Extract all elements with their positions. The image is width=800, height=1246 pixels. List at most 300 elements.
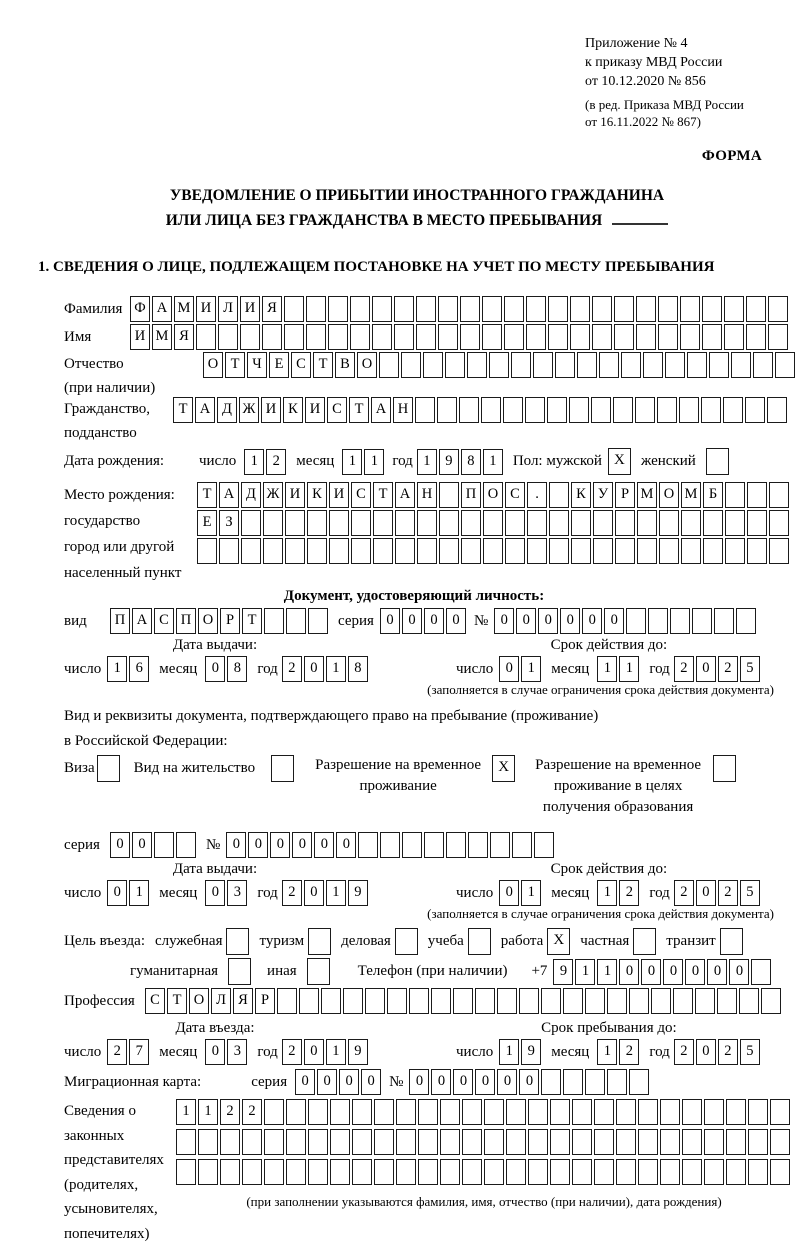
form-cell: 1 <box>521 656 541 682</box>
form-cell <box>462 1099 482 1125</box>
birth-date-label: Дата рождения: <box>64 453 199 470</box>
form-cell: 2 <box>619 1039 639 1065</box>
form-cell <box>196 324 216 350</box>
form-cell: 0 <box>292 832 312 858</box>
form-cell <box>682 1129 702 1155</box>
form-cell: С <box>351 482 371 508</box>
citizenship-label-line: подданство <box>64 421 173 445</box>
form-cell: 0 <box>431 1069 451 1095</box>
form-cell: Д <box>241 482 261 508</box>
form-cell: А <box>152 296 172 322</box>
form-cell <box>395 538 415 564</box>
form-cell: Ж <box>239 397 259 423</box>
form-cell <box>352 1129 372 1155</box>
form-cell <box>753 352 773 378</box>
form-cell <box>374 1159 394 1185</box>
form-cell: О <box>483 482 503 508</box>
form-cell: Я <box>233 988 253 1014</box>
form-cell <box>725 510 745 536</box>
form-cell <box>176 1129 196 1155</box>
form-cell <box>593 538 613 564</box>
form-cell <box>387 988 407 1014</box>
form-cell <box>687 352 707 378</box>
form-cell <box>615 510 635 536</box>
residence-number-label: № <box>206 837 220 854</box>
form-cell <box>350 296 370 322</box>
form-cell <box>440 1159 460 1185</box>
form-cell <box>571 538 591 564</box>
residence-doc-intro-line2: в Российской Федерации: <box>64 729 790 754</box>
residence-validity-note: (заполняется в случае ограничения срока действия документа) <box>64 906 790 922</box>
purpose-official-checkbox <box>226 928 249 955</box>
form-cell <box>446 832 466 858</box>
year-label: год <box>649 885 669 902</box>
year-label: год <box>649 1044 669 1061</box>
sex-male-checkbox: X <box>608 448 631 475</box>
form-cell <box>637 538 657 564</box>
day-label: число <box>64 885 101 902</box>
form-cell: 0 <box>314 832 334 858</box>
form-cell <box>665 352 685 378</box>
form-cell: 8 <box>348 656 368 682</box>
form-cell <box>484 1159 504 1185</box>
representatives-label-line: попечителях) <box>64 1222 176 1246</box>
form-cell <box>704 1159 724 1185</box>
form-cell <box>571 510 591 536</box>
form-cell <box>572 1129 592 1155</box>
form-cell: И <box>196 296 216 322</box>
form-cell <box>394 296 414 322</box>
month-label: месяц <box>159 885 197 902</box>
form-cell: 2 <box>674 656 694 682</box>
form-cell <box>659 510 679 536</box>
form-cell <box>637 510 657 536</box>
form-cell <box>769 482 789 508</box>
form-cell <box>307 510 327 536</box>
form-cell: Н <box>393 397 413 423</box>
form-cell: Т <box>167 988 187 1014</box>
form-title <box>44 183 790 233</box>
form-cell: У <box>593 482 613 508</box>
representatives-row2 <box>176 1129 792 1155</box>
valid-date-heading: Срок действия до: <box>456 860 762 879</box>
year-label: год <box>392 453 412 470</box>
form-cell <box>352 1159 372 1185</box>
form-cell: 0 <box>453 1069 473 1095</box>
form-cell: К <box>307 482 327 508</box>
form-cell <box>673 988 693 1014</box>
form-cell <box>418 1099 438 1125</box>
form-cell: С <box>291 352 311 378</box>
patronymic-cells <box>203 352 797 378</box>
profession-cells <box>145 988 783 1014</box>
given-name-label: Имя <box>64 325 130 350</box>
year-label: год <box>257 1044 277 1061</box>
form-cell: 0 <box>604 608 624 634</box>
form-cell: А <box>132 608 152 634</box>
form-cell: С <box>327 397 347 423</box>
form-cell <box>299 988 319 1014</box>
form-cell <box>402 832 422 858</box>
form-cell <box>704 1129 724 1155</box>
form-cell <box>736 608 756 634</box>
form-cell <box>519 988 539 1014</box>
form-cell: И <box>329 482 349 508</box>
form-cell <box>459 397 479 423</box>
form-cell: 2 <box>282 656 302 682</box>
visa-label: Виза <box>64 755 95 782</box>
form-cell <box>629 988 649 1014</box>
month-label: месяц <box>296 453 334 470</box>
form-cell: 0 <box>499 880 519 906</box>
residence-permit-checkbox <box>271 755 294 782</box>
form-cell <box>682 1099 702 1125</box>
residence-doc-options <box>64 755 790 818</box>
form-cell: 0 <box>696 1039 716 1065</box>
form-cell <box>460 296 480 322</box>
representatives-label-line: Сведения о <box>64 1099 176 1124</box>
form-cell: 0 <box>519 1069 539 1095</box>
valid-day-cells <box>499 656 543 682</box>
profession-row <box>64 988 790 1014</box>
year-label: год <box>649 661 669 678</box>
visa-checkbox <box>97 755 120 782</box>
form-cell <box>483 510 503 536</box>
form-cell: 1 <box>597 1039 617 1065</box>
form-cell <box>680 324 700 350</box>
month-label: месяц <box>551 885 589 902</box>
patronymic-label <box>64 352 203 400</box>
patronymic-label-line: (при наличии) <box>64 376 203 400</box>
form-cell <box>372 324 392 350</box>
form-cell: Т <box>373 482 393 508</box>
citizenship-row <box>64 397 790 445</box>
form-cell <box>594 1099 614 1125</box>
form-cell <box>769 510 789 536</box>
form-cell <box>541 988 561 1014</box>
form-cell: 0 <box>494 608 514 634</box>
form-cell: Р <box>255 988 275 1014</box>
phone-cells <box>553 959 773 985</box>
temp-permit-edu-label-line: Разрешение на временное <box>529 755 707 776</box>
purpose-tourism-label: туризм <box>259 933 304 950</box>
identity-number-label: № <box>474 613 488 630</box>
form-cell <box>526 296 546 322</box>
form-cell <box>570 296 590 322</box>
day-label: число <box>456 885 493 902</box>
form-cell: 0 <box>339 1069 359 1095</box>
form-cell <box>285 538 305 564</box>
form-cell <box>614 324 634 350</box>
form-cell <box>351 538 371 564</box>
residence-issue-day-cells <box>107 880 151 906</box>
birth-place-label-line: населенный пункт <box>64 560 197 586</box>
form-cell <box>286 608 306 634</box>
form-cell <box>343 988 363 1014</box>
sex-female-label: женский <box>641 453 696 470</box>
form-cell <box>549 510 569 536</box>
sex-male-label: Пол: мужской <box>513 453 602 470</box>
appendix-block <box>585 34 785 130</box>
form-cell: 0 <box>424 608 444 634</box>
day-label: число <box>199 453 236 470</box>
form-cell <box>748 1129 768 1155</box>
form-cell <box>768 296 788 322</box>
form-cell: 0 <box>446 608 466 634</box>
forma-label: ФОРМА <box>64 148 790 165</box>
form-cell <box>437 397 457 423</box>
form-cell: 2 <box>220 1099 240 1125</box>
given-name-row <box>64 324 790 350</box>
surname-label: Фамилия <box>64 297 130 322</box>
purpose-work-checkbox: X <box>547 928 570 955</box>
form-cell <box>490 832 510 858</box>
form-cell: О <box>198 608 218 634</box>
form-cell <box>329 510 349 536</box>
form-cell <box>660 1129 680 1155</box>
form-cell: 0 <box>402 608 422 634</box>
form-cell <box>416 324 436 350</box>
form-cell <box>748 1099 768 1125</box>
form-cell <box>748 1159 768 1185</box>
profession-label: Профессия <box>64 993 145 1010</box>
form-cell <box>379 352 399 378</box>
form-cell: Ф <box>130 296 150 322</box>
identity-series-cells <box>380 608 468 634</box>
form-cell: Ч <box>247 352 267 378</box>
form-cell: А <box>219 482 239 508</box>
form-cell <box>396 1159 416 1185</box>
stay-year-cells <box>674 1039 762 1065</box>
stay-month-cells <box>597 1039 641 1065</box>
form-cell: 1 <box>597 959 617 985</box>
form-cell: 0 <box>619 959 639 985</box>
form-cell <box>626 608 646 634</box>
form-cell: 7 <box>129 1039 149 1065</box>
form-cell <box>262 324 282 350</box>
birth-place-label-line: город или другой <box>64 534 197 560</box>
form-cell: 8 <box>461 449 481 475</box>
form-cell <box>438 296 458 322</box>
form-cell: 1 <box>129 880 149 906</box>
form-cell <box>307 538 327 564</box>
issue-year-cells <box>282 656 370 682</box>
form-cell <box>548 324 568 350</box>
form-cell <box>615 538 635 564</box>
form-cell: 2 <box>266 449 286 475</box>
form-cell <box>358 832 378 858</box>
issue-month-cells <box>205 656 249 682</box>
form-cell: Д <box>217 397 237 423</box>
form-cell <box>396 1129 416 1155</box>
form-cell: 1 <box>176 1099 196 1125</box>
form-cell <box>330 1159 350 1185</box>
form-cell <box>751 959 771 985</box>
purpose-other-label: иная <box>267 963 297 980</box>
form-cell <box>570 324 590 350</box>
form-cell <box>505 538 525 564</box>
form-cell <box>613 397 633 423</box>
form-cell <box>651 988 671 1014</box>
form-cell <box>285 510 305 536</box>
form-cell: 0 <box>560 608 580 634</box>
form-cell <box>416 296 436 322</box>
form-cell <box>219 538 239 564</box>
temp-permit-label-line: проживание <box>310 776 486 797</box>
form-cell <box>176 832 196 858</box>
form-cell: 9 <box>439 449 459 475</box>
form-cell <box>725 482 745 508</box>
form-cell <box>328 296 348 322</box>
form-cell: 0 <box>707 959 727 985</box>
form-cell <box>220 1159 240 1185</box>
form-cell <box>484 1129 504 1155</box>
form-cell <box>658 324 678 350</box>
form-cell: В <box>335 352 355 378</box>
form-cell <box>702 324 722 350</box>
form-cell <box>439 510 459 536</box>
birth-place-row2 <box>197 510 791 536</box>
form-cell: 1 <box>342 449 362 475</box>
migration-number-cells <box>409 1069 651 1095</box>
form-cell <box>439 538 459 564</box>
form-cell <box>418 1129 438 1155</box>
blank-underline <box>612 221 668 225</box>
form-cell: К <box>283 397 303 423</box>
form-cell: 1 <box>198 1099 218 1125</box>
form-cell <box>264 608 284 634</box>
form-cell <box>616 1129 636 1155</box>
form-cell <box>394 324 414 350</box>
form-cell <box>330 1129 350 1155</box>
form-cell: 1 <box>575 959 595 985</box>
form-cell: 0 <box>317 1069 337 1095</box>
form-cell: С <box>145 988 165 1014</box>
form-cell <box>218 324 238 350</box>
form-cell <box>682 1159 702 1185</box>
form-cell: М <box>152 324 172 350</box>
purpose-tourism-checkbox <box>308 928 331 955</box>
form-cell <box>373 510 393 536</box>
form-cell <box>352 1099 372 1125</box>
representatives-cells <box>176 1099 792 1210</box>
form-cell <box>277 988 297 1014</box>
form-cell <box>372 296 392 322</box>
form-cell <box>423 352 443 378</box>
form-cell: 1 <box>326 880 346 906</box>
form-cell <box>374 1099 394 1125</box>
form-cell <box>453 988 473 1014</box>
form-cell: 0 <box>475 1069 495 1095</box>
day-label: число <box>456 661 493 678</box>
form-cell: О <box>357 352 377 378</box>
form-cell <box>506 1159 526 1185</box>
form-cell <box>636 324 656 350</box>
visit-purpose-row2 <box>130 958 790 985</box>
form-cell <box>424 832 444 858</box>
section1-heading: 1. СВЕДЕНИЯ О ЛИЦЕ, ПОДЛЕЖАЩЕМ ПОСТАНОВКЕ НА УЧЕТ ПО МЕСТУ ПРЕБЫВАНИЯ <box>38 259 790 276</box>
form-cell <box>308 1129 328 1155</box>
month-label: месяц <box>159 1044 197 1061</box>
form-cell: Т <box>242 608 262 634</box>
citizenship-cells <box>173 397 789 423</box>
form-cell <box>692 608 712 634</box>
day-label: число <box>456 1044 493 1061</box>
form-cell <box>505 510 525 536</box>
form-cell <box>629 1069 649 1095</box>
form-cell <box>396 1099 416 1125</box>
form-cell <box>395 510 415 536</box>
form-cell <box>585 988 605 1014</box>
form-cell: 0 <box>248 832 268 858</box>
form-cell: 2 <box>282 880 302 906</box>
form-cell <box>714 608 734 634</box>
form-cell: 0 <box>409 1069 429 1095</box>
birth-place-label <box>64 482 197 586</box>
form-cell <box>555 352 575 378</box>
form-cell: 1 <box>521 880 541 906</box>
identity-kind-cells <box>110 608 330 634</box>
form-title-line1: УВЕДОМЛЕНИЕ О ПРИБЫТИИ ИНОСТРАННОГО ГРАЖДАНИНА <box>44 183 790 208</box>
residence-series-label: серия <box>64 837 110 854</box>
form-cell: 0 <box>205 880 225 906</box>
form-cell <box>746 324 766 350</box>
form-cell <box>577 352 597 378</box>
form-cell <box>306 324 326 350</box>
purpose-other-checkbox <box>307 958 330 985</box>
form-cell <box>695 988 715 1014</box>
form-cell <box>636 296 656 322</box>
form-cell <box>440 1129 460 1155</box>
form-cell: П <box>176 608 196 634</box>
form-cell <box>468 832 488 858</box>
migration-series-cells <box>295 1069 383 1095</box>
form-cell: О <box>189 988 209 1014</box>
entry-year-cells <box>282 1039 370 1065</box>
form-cell <box>767 397 787 423</box>
purpose-study-label: учеба <box>428 933 464 950</box>
form-cell: 2 <box>674 880 694 906</box>
day-label: число <box>64 1044 101 1061</box>
form-cell <box>533 352 553 378</box>
form-cell <box>308 1159 328 1185</box>
form-cell: 2 <box>718 656 738 682</box>
form-cell <box>709 352 729 378</box>
issue-date-heading: Дата выдачи: <box>64 636 456 655</box>
purpose-transit-label: транзит <box>666 933 715 950</box>
representatives-label <box>64 1099 176 1246</box>
form-cell <box>461 510 481 536</box>
form-cell <box>747 482 767 508</box>
form-cell: М <box>681 482 701 508</box>
identity-series-label: серия <box>338 613 374 630</box>
form-cell: 0 <box>304 880 324 906</box>
form-cell <box>638 1099 658 1125</box>
form-cell <box>704 1099 724 1125</box>
birth-date-row <box>64 448 790 475</box>
form-cell: П <box>461 482 481 508</box>
purpose-business-checkbox <box>395 928 418 955</box>
form-cell: Т <box>197 482 217 508</box>
form-cell: И <box>261 397 281 423</box>
purpose-transit-checkbox <box>720 928 743 955</box>
form-cell <box>264 1159 284 1185</box>
form-cell <box>504 296 524 322</box>
purpose-humanitarian-checkbox <box>228 958 251 985</box>
migration-number-label: № <box>389 1074 403 1091</box>
form-cell: 1 <box>417 449 437 475</box>
month-label: месяц <box>551 1044 589 1061</box>
